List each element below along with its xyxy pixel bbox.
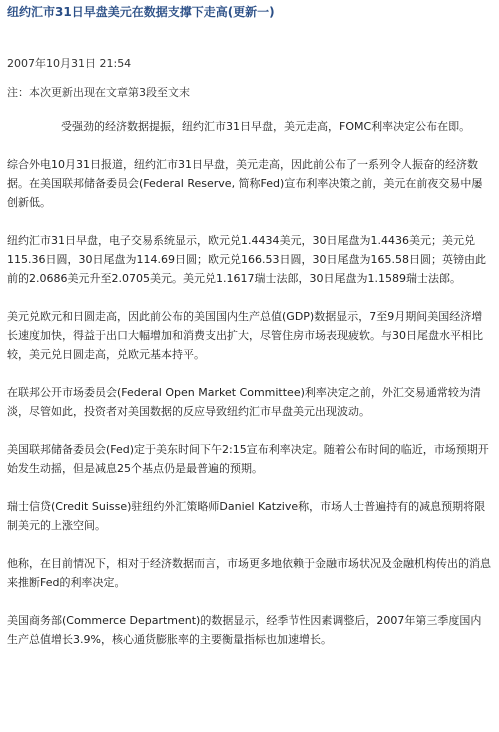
paragraph-text: 受强劲的经济数据提振，纽约汇市31日早盘，美元走高，FOMC利率决定公布在即。 [61, 120, 471, 133]
article-paragraph-1 [7, 117, 491, 136]
article-paragraph-2: 综合外电10月31日报道，纽约汇市31日早盘，美元走高，因此前公布了一系列令人振奋的经济数据。在美国联邦储备委员会(Federal Reserve, 简称Fed)宣布利率决策之前，美元在前夜交易中屡创新低。 [7, 158, 483, 209]
update-note: 注：本次更新出现在文章第3段至文末 [7, 86, 190, 99]
article-paragraph-9: 美国商务部(Commerce Department)的数据显示，经季节性因素调整后，2007年第三季度国内生产总值增长3.9%，核心通货膨胀率的主要衡量指标也加速增长。 [7, 614, 482, 646]
article-paragraph-5: 在联邦公开市场委员会(Federal Open Market Committee)利率决定之前，外汇交易通常较为清淡，尽管如此，投资者对美国数据的反应导致纽约汇市早盘美元出现波动。 [7, 386, 481, 418]
article-paragraph-3: 纽约汇市31日早盘，电子交易系统显示，欧元兑1.4434美元，30日尾盘为1.4436美元；美元兑115.36日圆，30日尾盘为114.69日圆；欧元兑166.53日圆，30日尾盘为165.58日圆；英镑由此前的2.0686美元升至2.0705美元。美元兑1.1617瑞士法郎，30日尾盘为1.1589瑞士法郎。 [7, 234, 486, 285]
article-paragraph-7: 瑞士信贷(Credit Suisse)驻纽约外汇策略师Daniel Katzive称，市场人士普遍持有的减息预期将限制美元的上涨空间。 [7, 500, 486, 532]
article-paragraph-4: 美元兑欧元和日圆走高，因此前公布的美国国内生产总值(GDP)数据显示，7至9月期间美国经济增长速度加快，得益于出口大幅增加和消费支出扩大，尽管住房市场表现疲软。与30日尾盘水平相比较，美元兑日圆走高，兑欧元基本持平。 [7, 310, 483, 361]
article-paragraph-6: 美国联邦储备委员会(Fed)定于美东时间下午2:15宣布利率决定。随着公布时间的临近，市场预期开始发生动摇，但是减息25个基点仍是最普遍的预期。 [7, 443, 489, 475]
article-body [7, 117, 491, 649]
article-paragraph-8: 他称，在目前情况下，相对于经济数据而言，市场更多地依赖于金融市场状况及金融机构传出的消息来推断Fed的利率决定。 [7, 557, 491, 589]
article-timestamp: 2007年10月31日 21:54 [7, 57, 132, 70]
article-title: 纽约汇市31日早盘美元在数据支撑下走高(更新一) [7, 5, 275, 19]
